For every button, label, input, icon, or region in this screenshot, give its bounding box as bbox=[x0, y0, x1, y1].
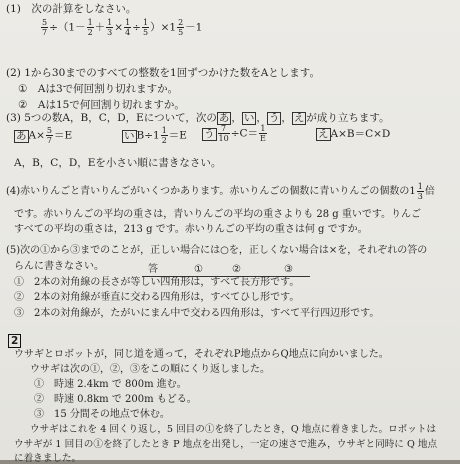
p2-line-1: ウサギとロボットが，同じ道を通って，それぞれP地点からQ地点に向かいました。 bbox=[14, 349, 389, 360]
fraction: $\frac{2}{5}$ bbox=[178, 18, 184, 37]
q3-equation-e: え A×B＝C×D bbox=[318, 128, 391, 140]
fraction: $\frac{1}{4}$ bbox=[125, 18, 131, 37]
fraction: $\frac{5}{7}$ bbox=[42, 18, 48, 37]
q5-item-3: ③ 2本の対角線が，たがいにまん中で交わる四角形は，すべて平行四辺形です。 bbox=[14, 308, 380, 319]
p2-line-2: ウサギは次の①，②，③をこの順にくり返しました。 bbox=[30, 364, 270, 375]
q4-line-2: です。赤いりんごの平均の重さは，青いりんごの平均の重さよりも 28 g 重いです。りんご bbox=[14, 209, 422, 220]
mark-i: い bbox=[243, 112, 255, 124]
mark-u: う bbox=[268, 112, 280, 124]
p2-step-2: ② 時速 0.8km で 200m もどる。 bbox=[34, 394, 197, 405]
q2-item-2: ② Aは15で何回割り切れますか。 bbox=[18, 99, 185, 111]
q5-item-1: ① 2本の対角線の長さが等しい四角形は，すべて長方形です。 bbox=[14, 277, 300, 288]
mark-e: え bbox=[293, 112, 305, 124]
answer-col-2: ② bbox=[232, 264, 241, 275]
q1-heading: (1) 次の計算をしなさい。 bbox=[6, 3, 137, 15]
q5-line-1: (5)次の①から③までのことが，正しい場合には○を，正しくない場合は×を，それぞれの答の bbox=[6, 245, 428, 256]
answer-col-3: ③ bbox=[284, 264, 293, 275]
q3-equation-i: い B÷1 $\frac{1}{2}$ ＝E bbox=[124, 126, 187, 145]
mark-a: あ bbox=[218, 112, 230, 124]
p2-step-1: ① 時速 2.4km で 800m 進む。 bbox=[34, 379, 187, 390]
problem-2-number: 2 bbox=[8, 334, 21, 348]
q4-line-1: (4)赤いりんごと青いりんごがいくつかあります。赤いりんごの個数に青いりんごの個数の1 $\frac{1}{3}$ 倍 bbox=[6, 182, 435, 201]
answer-label: 答 bbox=[148, 264, 158, 275]
q2-item-1: ① Aは3で何回割り切れますか。 bbox=[18, 83, 179, 95]
q5-line-2: らんに書きなさい。 bbox=[14, 261, 104, 272]
answer-col-1: ① bbox=[194, 264, 203, 275]
p2-line-3: ウサギはこれを 4 回くり返し，5 回目の①を終了したとき，Q 地点に着きました。ロボットは bbox=[30, 424, 437, 435]
q3-equation-u: う $\frac{7}{10}$ ÷C＝ $\frac{1}{E}$ bbox=[204, 124, 266, 143]
q3-heading: (3) 5つの数A，B，C，D，Eについて，次の あ ， い ， う ， え が成り立ちます。 bbox=[6, 112, 390, 124]
p2-step-3: ③ 15 分間その地点で休む。 bbox=[34, 409, 170, 420]
fraction: $\frac{1}{3}$ bbox=[107, 18, 113, 37]
q3-equation-a: あ A× $\frac{5}{7}$ ＝E bbox=[16, 126, 73, 145]
fraction: $\frac{1}{2}$ bbox=[87, 18, 93, 37]
q2-heading: (2) 1から30までのすべての整数を1回ずつかけた数をAとします。 bbox=[6, 67, 320, 79]
p2-line-5: に着きました。 bbox=[14, 453, 82, 464]
fraction: $\frac{1}{5}$ bbox=[142, 18, 149, 37]
q3-ask: A，B，C，D，Eを小さい順に書きなさい。 bbox=[14, 157, 222, 169]
q4-line-3: すべての平均の重さは，213 g です。赤いりんごの平均の重さは何 g ですか。 bbox=[14, 224, 368, 235]
p2-line-4: ウサギが 1 回目の①を終了したとき P 地点を出発し，一定の速さで進み，ウサギと同時に Q 地点 bbox=[14, 439, 438, 450]
q5-item-2: ② 2本の対角線が垂直に交わる四角形は，すべてひし形です。 bbox=[14, 292, 300, 303]
q1-expression: $\frac{5}{7}$ ÷（1－ $\frac{1}{2}$ ＋ $\frac{1}{3}$ × $\frac{1}{4}$ ÷ $\frac{1}{5}$ ）×1 $\frac{2}{5}$ －1 bbox=[42, 18, 203, 37]
